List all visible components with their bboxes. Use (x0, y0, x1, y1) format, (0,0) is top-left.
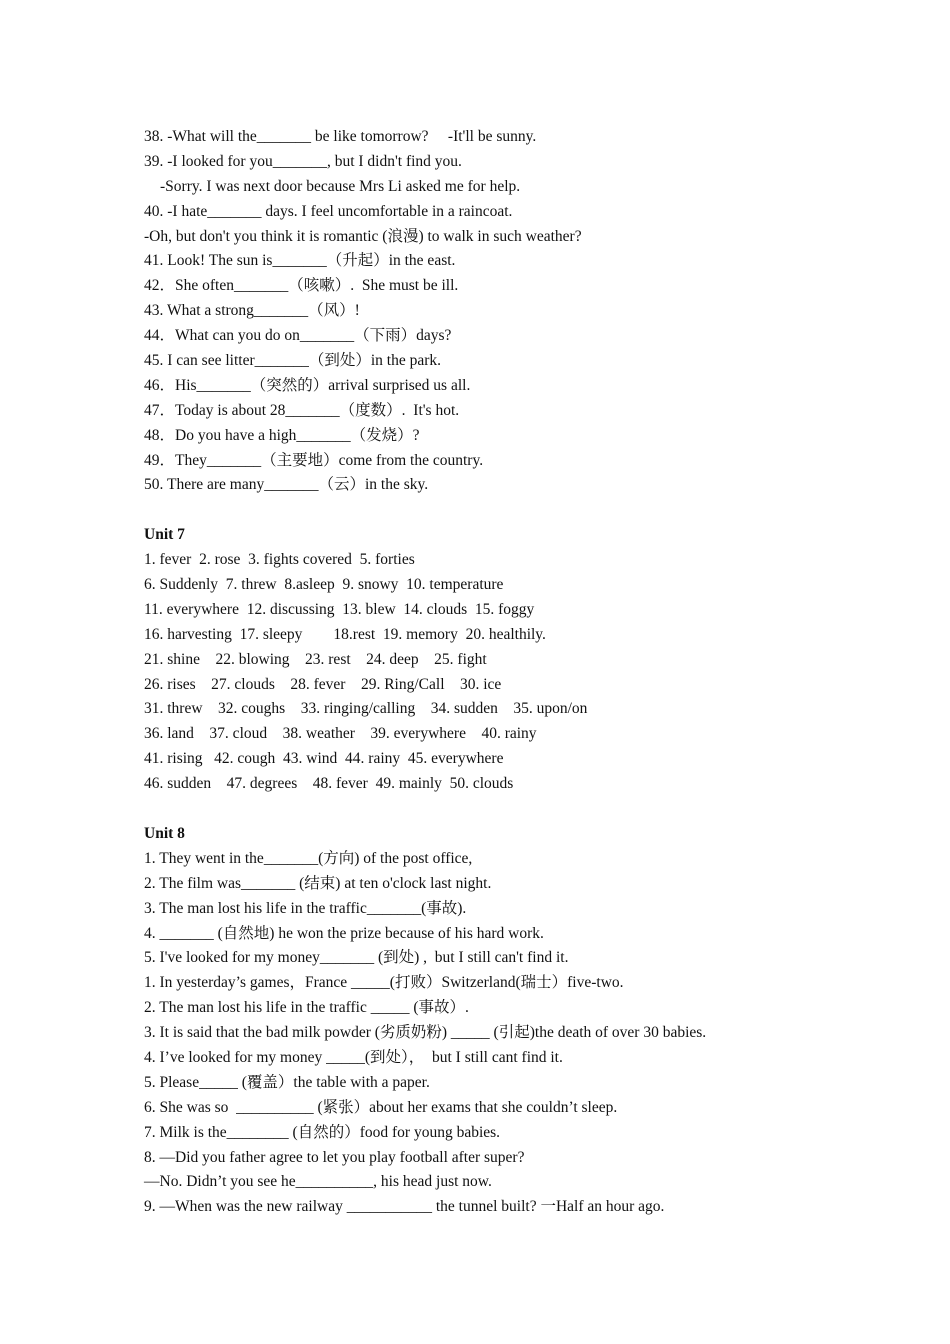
exercise-line: 3. It is said that the bad milk powder (劣质奶粉) _____ (引起)the death of over 30 babies. (144, 1024, 707, 1042)
exercise-line: 1. In yesterday’s games，France _____(打败）Switzerland(瑞士）five-two. (144, 974, 624, 992)
exercise-line: 38. -What will the_______ be like tomorrow? -It'll be sunny. (144, 128, 537, 145)
spacer (144, 797, 914, 822)
answer-line: 16. harvesting 17. sleepy 18.rest 19. memory 20. healthily. (144, 625, 546, 643)
exercise-line: 8. —Did you father agree to let you play football after super? (144, 1148, 525, 1166)
answer-line: 36. land 37. cloud 38. weather 39. everywhere 40. rainy (144, 725, 537, 743)
exercise-line: 3. The man lost his life in the traffic_______(事故). (144, 899, 467, 917)
answer-line: 11. everywhere 12. discussing 13. blew 14. clouds 15. foggy (144, 600, 535, 618)
answer-line: 21. shine 22. blowing 23. rest 24. deep 25. fight (144, 650, 487, 668)
exercise-line: 5. Please_____ (覆盖）the table with a paper. (144, 1073, 430, 1091)
exercise-line: 6. She was so __________ (紧张）about her exams that she couldn’t sleep. (144, 1098, 618, 1116)
exercise-line: 39. -I looked for you_______, but I didn't find you. (144, 152, 462, 170)
answer-line: 1. fever 2. rose 3. fights covered 5. forties (144, 551, 415, 569)
exercise-line: 5. I've looked for my money_______ (到处) , but I still can't find it. (144, 949, 569, 967)
exercise-line: 43. What a strong_______（风）! (144, 302, 360, 320)
exercise-line: 2. The film was_______ (结束) at ten o'clock last night. (144, 874, 492, 892)
exercise-line: 47．Today is about 28_______（度数）. It's hot. (144, 401, 460, 419)
exercise-line: 48．Do you have a high_______（发烧）? (144, 426, 420, 444)
answer-line: 41. rising 42. cough 43. wind 44. rainy 45. everywhere (144, 750, 504, 768)
exercise-line: 49．They_______（主要地）come from the country. (144, 451, 484, 469)
exercise-line: 4. I’ve looked for my money _____(到处）， but I still cant find it. (144, 1048, 563, 1066)
unit8-section (144, 822, 914, 1220)
exercise-line: 40. -I hate_______ days. I feel uncomfortable in a raincoat. (144, 202, 513, 220)
answer-line: 26. rises 27. clouds 28. fever 29. Ring/Call 30. ice (144, 675, 502, 693)
exercise-line: 50. There are many_______（云）in the sky. (144, 476, 429, 494)
exercise-line: 4. _______ (自然地) he won the prize because of his hard work. (144, 924, 544, 942)
exercise-line: -Oh, but don't you think it is romantic (浪漫) to walk in such weather? (144, 227, 582, 245)
answer-line: 46. sudden 47. degrees 48. fever 49. mainly 50. clouds (144, 775, 514, 793)
answer-line: 6. Suddenly 7. threw 8.asleep 9. snowy 10. temperature (144, 576, 504, 594)
unit8-heading: Unit 8 (144, 824, 185, 842)
answer-line: 31. threw 32. coughs 33. ringing/calling 34. sudden 35. upon/on (144, 700, 588, 718)
exercise-line: 42．She often_______（咳嗽）. She must be ill. (144, 277, 459, 295)
exercise-line: -Sorry. I was next door because Mrs Li asked me for help. (160, 177, 521, 195)
spacer (144, 498, 914, 523)
exercise-line: 44．What can you do on_______（下雨）days? (144, 327, 452, 345)
exercise-line: 45. I can see litter_______（到处）in the park. (144, 352, 442, 370)
exercise-line: 7. Milk is the________ (自然的）food for young babies. (144, 1123, 501, 1141)
unit7-section (144, 523, 914, 797)
exercise-line: 41. Look! The sun is_______（升起）in the east. (144, 252, 456, 270)
exercise-line: 9. —When was the new railway ___________ the tunnel built? 一Half an hour ago. (144, 1198, 665, 1216)
exercise-line: 2. The man lost his life in the traffic _____ (事故）. (144, 999, 469, 1017)
exercise-line: 1. They went in the_______(方向) of the post office, (144, 849, 473, 867)
unit7-heading: Unit 7 (144, 526, 185, 544)
exercise-line: 46．His_______（突然的）arrival surprised us all. (144, 376, 471, 394)
unit6-exercises (144, 125, 914, 498)
exercise-line: —No. Didn’t you see he__________, his head just now. (144, 1173, 492, 1191)
document-body (144, 125, 914, 1220)
